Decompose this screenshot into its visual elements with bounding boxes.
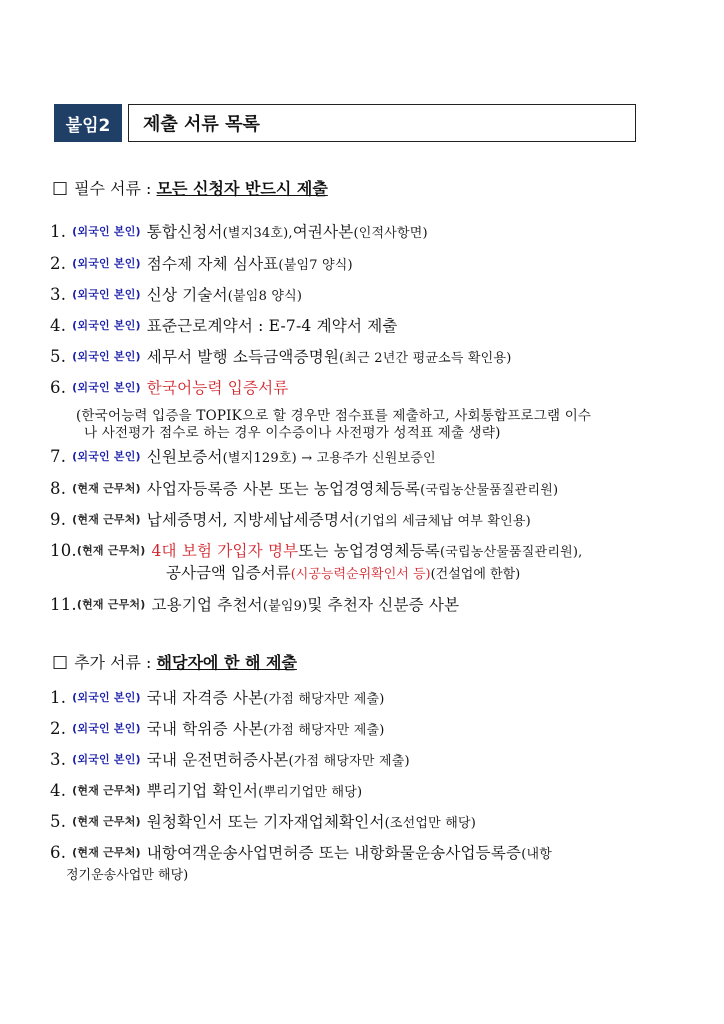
list-item: 2. (외국인 본인) 국내 학위증 사본 (가점 해당자만 제출) xyxy=(50,718,385,738)
list-item: 1. (외국인 본인) 국내 자격증 사본 (가점 해당자만 제출) xyxy=(50,687,385,707)
section-additional-heading xyxy=(52,650,297,673)
list-item: 6. (외국인 본인) 한국어능력 입증서류 xyxy=(50,377,289,397)
section-prefix: 필수 서류 : xyxy=(74,179,152,198)
owner-tag: (현재 근무처) xyxy=(72,784,141,797)
list-item: 4. (외국인 본인) 표준근로계약서 : E-7-4 계약서 제출 xyxy=(50,315,398,335)
list-item: 3. (외국인 본인) 국내 운전면허증사본 (가점 해당자만 제출) xyxy=(50,749,410,769)
list-item: 9. (현재 근무처) 납세증명서, 지방세납세증명서 (기업의 세금체납 여부 확인용) xyxy=(50,509,531,529)
list-item: 6. (현재 근무처) 내항여객운송사업면허증 또는 내항화물운송사업등록증 (내항 xyxy=(50,842,552,862)
item-note: 나 사전평가 점수로 하는 경우 이수증이나 사전평가 성적표 제출 생략) xyxy=(84,425,501,441)
page-title: 제출 서류 목록 xyxy=(128,104,636,142)
owner-tag: (현재 근무처) xyxy=(72,513,141,526)
list-item: 11. (현재 근무처) 고용기업 추천서 (붙임9) 및 추천자 신분증 사본 xyxy=(50,594,460,614)
list-item: 5. (현재 근무처) 원청확인서 또는 기자재업체확인서 (조선업만 해당) xyxy=(50,811,477,831)
item-note: (한국어능력 입증을 TOPIK으로 할 경우만 점수표를 제출하고, 사회통합프로그램 이수 xyxy=(76,408,592,424)
owner-tag: (외국인 본인) xyxy=(72,381,141,394)
list-item: 3. (외국인 본인) 신상 기술서 (붙임8 양식) xyxy=(50,284,303,304)
attachment-badge: 붙임2 xyxy=(54,104,122,142)
page-header xyxy=(54,104,636,142)
item-continuation: 공사금액 입증서류(시공능력순위확인서 등)(건설업에 한함) xyxy=(166,564,521,582)
list-item: 8. (현재 근무처) 사업자등록증 사본 또는 농업경영체등록 (국립농산물품질관리원) xyxy=(50,478,559,498)
owner-tag: (외국인 본인) xyxy=(72,691,141,704)
owner-tag: (외국인 본인) xyxy=(72,319,141,332)
checkbox-square-icon: □ xyxy=(52,651,69,672)
owner-tag: (외국인 본인) xyxy=(72,350,141,363)
list-item: 5. (외국인 본인) 세무서 발행 소득금액증명원 (최근 2년간 평균소득 확인용) xyxy=(50,346,512,366)
owner-tag: (현재 근무처) xyxy=(76,598,146,611)
owner-tag: (외국인 본인) xyxy=(72,450,141,463)
owner-tag: (현재 근무처) xyxy=(72,815,141,828)
section-required-heading xyxy=(52,176,328,199)
owner-tag: (현재 근무처) xyxy=(72,482,141,495)
owner-tag: (외국인 본인) xyxy=(72,288,141,301)
owner-tag: (외국인 본인) xyxy=(72,753,141,766)
section-emphasis: 모든 신청자 반드시 제출 xyxy=(156,179,328,198)
owner-tag: (현재 근무처) xyxy=(72,846,141,859)
list-item: 10. (현재 근무처) 4대 보험 가입자 명부 또는 농업경영체등록 (국립농산물품질관리원), xyxy=(50,540,583,560)
item-continuation: 정기운송사업만 해당) xyxy=(66,868,189,883)
owner-tag: (현재 근무처) xyxy=(76,544,146,557)
section-prefix: 추가 서류 : xyxy=(74,653,152,672)
section-emphasis: 해당자에 한 해 제출 xyxy=(156,653,297,672)
list-item: 1. (외국인 본인) 통합신청서 (별지34호), 여권사본 (인적사항면) xyxy=(50,221,428,241)
owner-tag: (외국인 본인) xyxy=(72,225,141,238)
checkbox-square-icon: □ xyxy=(52,177,69,198)
list-item: 2. (외국인 본인) 점수제 자체 심사표 (붙임7 양식) xyxy=(50,253,353,273)
owner-tag: (외국인 본인) xyxy=(72,257,141,270)
list-item: 4. (현재 근무처) 뿌리기업 확인서 (뿌리기업만 해당) xyxy=(50,780,363,800)
list-item: 7. (외국인 본인) 신원보증서 (별지129호) → 고용주가 신원보증인 xyxy=(50,446,436,466)
owner-tag: (외국인 본인) xyxy=(72,722,141,735)
